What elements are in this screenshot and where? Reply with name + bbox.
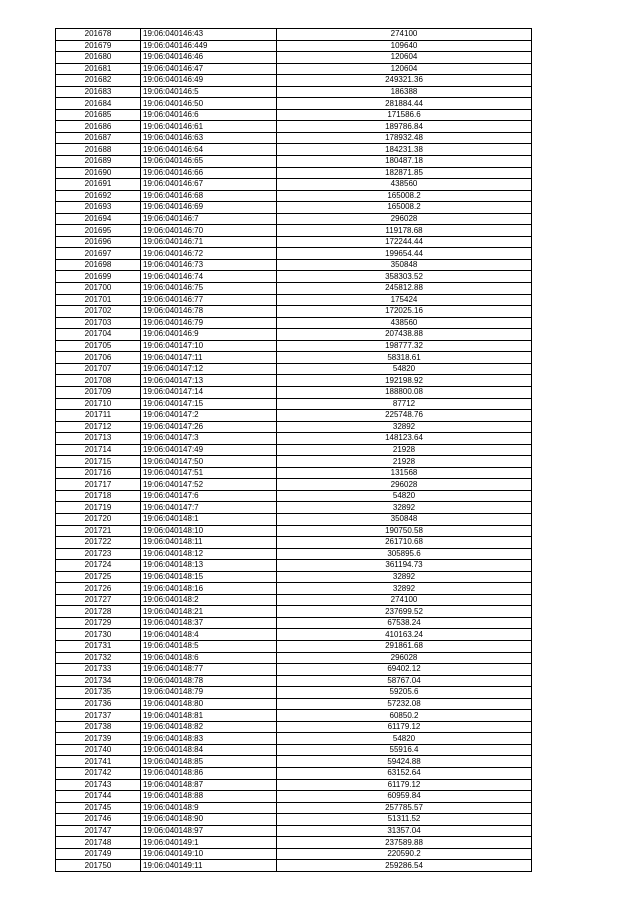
table-row (56, 236, 532, 248)
value-cell: 189786.84 (277, 121, 532, 133)
value-cell: 57232.08 (277, 698, 532, 710)
value-cell: 438560 (277, 317, 532, 329)
row-number-cell: 201700 (56, 283, 141, 295)
row-number-cell: 201729 (56, 617, 141, 629)
value-cell: 291861.68 (277, 640, 532, 652)
row-number-cell: 201748 (56, 837, 141, 849)
row-number-cell: 201702 (56, 306, 141, 318)
table-row (56, 421, 532, 433)
cadastral-number-cell: 19:06:040146:73 (141, 259, 277, 271)
table-row (56, 825, 532, 837)
row-number-cell: 201715 (56, 456, 141, 468)
table-body (56, 29, 532, 872)
row-number-cell: 201687 (56, 132, 141, 144)
value-cell: 31357.04 (277, 825, 532, 837)
row-number-cell: 201697 (56, 248, 141, 260)
value-cell: 190750.58 (277, 525, 532, 537)
row-number-cell: 201732 (56, 652, 141, 664)
row-number-cell: 201731 (56, 640, 141, 652)
row-number-cell: 201727 (56, 594, 141, 606)
table-row (56, 167, 532, 179)
value-cell: 32892 (277, 502, 532, 514)
cadastral-number-cell: 19:06:040147:50 (141, 456, 277, 468)
value-cell: 51311.52 (277, 814, 532, 826)
cadastral-number-cell: 19:06:040147:14 (141, 386, 277, 398)
cadastral-number-cell: 19:06:040148:90 (141, 814, 277, 826)
table-row (56, 410, 532, 422)
row-number-cell: 201678 (56, 29, 141, 41)
value-cell: 259286.54 (277, 860, 532, 872)
table-row (56, 398, 532, 410)
value-cell: 165008.2 (277, 202, 532, 214)
table-row (56, 386, 532, 398)
value-cell: 274100 (277, 29, 532, 41)
table-row (56, 525, 532, 537)
cadastral-number-cell: 19:06:040147:12 (141, 363, 277, 375)
cadastral-number-cell: 19:06:040147:6 (141, 490, 277, 502)
cadastral-number-cell: 19:06:040146:50 (141, 98, 277, 110)
table-row (56, 444, 532, 456)
row-number-cell: 201680 (56, 52, 141, 64)
table-row (56, 744, 532, 756)
row-number-cell: 201739 (56, 733, 141, 745)
table-row (56, 29, 532, 41)
value-cell: 178932.48 (277, 132, 532, 144)
row-number-cell: 201685 (56, 109, 141, 121)
row-number-cell: 201683 (56, 86, 141, 98)
cadastral-number-cell: 19:06:040147:7 (141, 502, 277, 514)
value-cell: 207438.88 (277, 329, 532, 341)
row-number-cell: 201744 (56, 791, 141, 803)
value-cell: 249321.36 (277, 75, 532, 87)
value-cell: 237589.88 (277, 837, 532, 849)
table-row (56, 456, 532, 468)
value-cell: 305895.6 (277, 548, 532, 560)
table-row (56, 202, 532, 214)
cadastral-number-cell: 19:06:040148:86 (141, 768, 277, 780)
row-number-cell: 201733 (56, 664, 141, 676)
table-row (56, 294, 532, 306)
cadastral-number-cell: 19:06:040146:72 (141, 248, 277, 260)
cadastral-number-cell: 19:06:040148:97 (141, 825, 277, 837)
value-cell: 220590.2 (277, 848, 532, 860)
value-cell: 237699.52 (277, 606, 532, 618)
row-number-cell: 201738 (56, 721, 141, 733)
row-number-cell: 201692 (56, 190, 141, 202)
value-cell: 67538.24 (277, 617, 532, 629)
value-cell: 410163.24 (277, 629, 532, 641)
cadastral-number-cell: 19:06:040148:83 (141, 733, 277, 745)
table-row (56, 802, 532, 814)
value-cell: 296028 (277, 479, 532, 491)
row-number-cell: 201742 (56, 768, 141, 780)
value-cell: 171586.6 (277, 109, 532, 121)
table-row (56, 768, 532, 780)
table-row (56, 652, 532, 664)
cadastral-number-cell: 19:06:040148:9 (141, 802, 277, 814)
table-row (56, 317, 532, 329)
row-number-cell: 201714 (56, 444, 141, 456)
value-cell: 188800.08 (277, 386, 532, 398)
value-cell: 245812.88 (277, 283, 532, 295)
value-cell: 296028 (277, 652, 532, 664)
value-cell: 296028 (277, 213, 532, 225)
cadastral-number-cell: 19:06:040148:87 (141, 779, 277, 791)
row-number-cell: 201743 (56, 779, 141, 791)
value-cell: 257785.57 (277, 802, 532, 814)
table-row (56, 144, 532, 156)
cadastral-number-cell: 19:06:040146:74 (141, 271, 277, 283)
value-cell: 61179.12 (277, 721, 532, 733)
cadastral-number-cell: 19:06:040147:15 (141, 398, 277, 410)
cadastral-number-cell: 19:06:040147:10 (141, 340, 277, 352)
table-row (56, 560, 532, 572)
table-row (56, 698, 532, 710)
value-cell: 32892 (277, 571, 532, 583)
cadastral-number-cell: 19:06:040146:68 (141, 190, 277, 202)
table-row (56, 98, 532, 110)
value-cell: 172244.44 (277, 236, 532, 248)
value-cell: 192198.92 (277, 375, 532, 387)
row-number-cell: 201747 (56, 825, 141, 837)
cadastral-number-cell: 19:06:040149:11 (141, 860, 277, 872)
cadastral-number-cell: 19:06:040148:85 (141, 756, 277, 768)
cadastral-number-cell: 19:06:040146:47 (141, 63, 277, 75)
cadastral-number-cell: 19:06:040146:75 (141, 283, 277, 295)
cadastral-number-cell: 19:06:040146:46 (141, 52, 277, 64)
table-row (56, 340, 532, 352)
value-cell: 184231.38 (277, 144, 532, 156)
value-cell: 199654.44 (277, 248, 532, 260)
cadastral-number-cell: 19:06:040148:1 (141, 513, 277, 525)
value-cell: 261710.68 (277, 537, 532, 549)
value-cell: 180487.18 (277, 156, 532, 168)
value-cell: 175424 (277, 294, 532, 306)
row-number-cell: 201701 (56, 294, 141, 306)
table-row (56, 271, 532, 283)
table-row (56, 687, 532, 699)
value-cell: 438560 (277, 179, 532, 191)
table-row (56, 779, 532, 791)
cadastral-number-cell: 19:06:040148:78 (141, 675, 277, 687)
cadastral-number-cell: 19:06:040148:12 (141, 548, 277, 560)
cadastral-number-cell: 19:06:040148:88 (141, 791, 277, 803)
cadastral-number-cell: 19:06:040146:7 (141, 213, 277, 225)
value-cell: 21928 (277, 444, 532, 456)
row-number-cell: 201682 (56, 75, 141, 87)
row-number-cell: 201688 (56, 144, 141, 156)
row-number-cell: 201723 (56, 548, 141, 560)
row-number-cell: 201728 (56, 606, 141, 618)
document-page (55, 28, 531, 872)
table-row (56, 791, 532, 803)
table-row (56, 306, 532, 318)
table-row (56, 710, 532, 722)
cadastral-number-cell: 19:06:040146:449 (141, 40, 277, 52)
row-number-cell: 201717 (56, 479, 141, 491)
value-cell: 54820 (277, 363, 532, 375)
value-cell: 58767.04 (277, 675, 532, 687)
table-row (56, 132, 532, 144)
table-row (56, 433, 532, 445)
table-row (56, 40, 532, 52)
row-number-cell: 201734 (56, 675, 141, 687)
cadastral-number-cell: 19:06:040146:77 (141, 294, 277, 306)
table-row (56, 490, 532, 502)
table-row (56, 479, 532, 491)
cadastral-number-cell: 19:06:040148:79 (141, 687, 277, 699)
cadastral-number-cell: 19:06:040149:1 (141, 837, 277, 849)
value-cell: 60850.2 (277, 710, 532, 722)
row-number-cell: 201699 (56, 271, 141, 283)
table-row (56, 814, 532, 826)
cadastral-number-cell: 19:06:040147:49 (141, 444, 277, 456)
cadastral-number-cell: 19:06:040148:4 (141, 629, 277, 641)
cadastral-value-table (55, 28, 532, 872)
value-cell: 109640 (277, 40, 532, 52)
row-number-cell: 201726 (56, 583, 141, 595)
value-cell: 55916.4 (277, 744, 532, 756)
value-cell: 61179.12 (277, 779, 532, 791)
table-row (56, 190, 532, 202)
table-row (56, 179, 532, 191)
value-cell: 119178.68 (277, 225, 532, 237)
cadastral-number-cell: 19:06:040146:69 (141, 202, 277, 214)
row-number-cell: 201746 (56, 814, 141, 826)
cadastral-number-cell: 19:06:040147:52 (141, 479, 277, 491)
table-row (56, 617, 532, 629)
cadastral-number-cell: 19:06:040148:21 (141, 606, 277, 618)
row-number-cell: 201724 (56, 560, 141, 572)
row-number-cell: 201741 (56, 756, 141, 768)
row-number-cell: 201694 (56, 213, 141, 225)
table-row (56, 75, 532, 87)
cadastral-number-cell: 19:06:040148:16 (141, 583, 277, 595)
cadastral-number-cell: 19:06:040148:37 (141, 617, 277, 629)
value-cell: 165008.2 (277, 190, 532, 202)
value-cell: 60959.84 (277, 791, 532, 803)
cadastral-number-cell: 19:06:040146:79 (141, 317, 277, 329)
table-row (56, 213, 532, 225)
value-cell: 361194.73 (277, 560, 532, 572)
row-number-cell: 201696 (56, 236, 141, 248)
value-cell: 131568 (277, 467, 532, 479)
row-number-cell: 201684 (56, 98, 141, 110)
row-number-cell: 201707 (56, 363, 141, 375)
value-cell: 59205.6 (277, 687, 532, 699)
value-cell: 69402.12 (277, 664, 532, 676)
table-row (56, 756, 532, 768)
table-row (56, 664, 532, 676)
row-number-cell: 201706 (56, 352, 141, 364)
value-cell: 281884.44 (277, 98, 532, 110)
row-number-cell: 201703 (56, 317, 141, 329)
cadastral-number-cell: 19:06:040148:84 (141, 744, 277, 756)
table-row (56, 537, 532, 549)
cadastral-number-cell: 19:06:040148:2 (141, 594, 277, 606)
row-number-cell: 201730 (56, 629, 141, 641)
cadastral-number-cell: 19:06:040147:3 (141, 433, 277, 445)
value-cell: 198777.32 (277, 340, 532, 352)
value-cell: 54820 (277, 733, 532, 745)
cadastral-number-cell: 19:06:040148:6 (141, 652, 277, 664)
cadastral-number-cell: 19:06:040148:15 (141, 571, 277, 583)
row-number-cell: 201749 (56, 848, 141, 860)
row-number-cell: 201711 (56, 410, 141, 422)
cadastral-number-cell: 19:06:040147:26 (141, 421, 277, 433)
row-number-cell: 201740 (56, 744, 141, 756)
table-row (56, 375, 532, 387)
row-number-cell: 201708 (56, 375, 141, 387)
row-number-cell: 201722 (56, 537, 141, 549)
value-cell: 32892 (277, 421, 532, 433)
value-cell: 350848 (277, 259, 532, 271)
cadastral-number-cell: 19:06:040148:11 (141, 537, 277, 549)
table-row (56, 352, 532, 364)
table-row (56, 329, 532, 341)
table-row (56, 721, 532, 733)
row-number-cell: 201736 (56, 698, 141, 710)
cadastral-number-cell: 19:06:040147:51 (141, 467, 277, 479)
cadastral-number-cell: 19:06:040148:80 (141, 698, 277, 710)
value-cell: 120604 (277, 52, 532, 64)
cadastral-number-cell: 19:06:040146:78 (141, 306, 277, 318)
cadastral-number-cell: 19:06:040146:64 (141, 144, 277, 156)
value-cell: 274100 (277, 594, 532, 606)
cadastral-number-cell: 19:06:040149:10 (141, 848, 277, 860)
row-number-cell: 201750 (56, 860, 141, 872)
row-number-cell: 201681 (56, 63, 141, 75)
cadastral-number-cell: 19:06:040148:13 (141, 560, 277, 572)
row-number-cell: 201716 (56, 467, 141, 479)
cadastral-number-cell: 19:06:040147:2 (141, 410, 277, 422)
cadastral-number-cell: 19:06:040148:10 (141, 525, 277, 537)
cadastral-number-cell: 19:06:040148:82 (141, 721, 277, 733)
value-cell: 58318.61 (277, 352, 532, 364)
cadastral-number-cell: 19:06:040146:63 (141, 132, 277, 144)
value-cell: 120604 (277, 63, 532, 75)
row-number-cell: 201718 (56, 490, 141, 502)
table-row (56, 675, 532, 687)
cadastral-number-cell: 19:06:040146:43 (141, 29, 277, 41)
cadastral-number-cell: 19:06:040147:13 (141, 375, 277, 387)
row-number-cell: 201686 (56, 121, 141, 133)
table-row (56, 571, 532, 583)
value-cell: 186388 (277, 86, 532, 98)
table-row (56, 259, 532, 271)
row-number-cell: 201735 (56, 687, 141, 699)
cadastral-number-cell: 19:06:040146:5 (141, 86, 277, 98)
row-number-cell: 201695 (56, 225, 141, 237)
row-number-cell: 201712 (56, 421, 141, 433)
cadastral-number-cell: 19:06:040148:5 (141, 640, 277, 652)
value-cell: 350848 (277, 513, 532, 525)
table-row (56, 109, 532, 121)
cadastral-number-cell: 19:06:040147:11 (141, 352, 277, 364)
table-row (56, 848, 532, 860)
table-row (56, 467, 532, 479)
cadastral-number-cell: 19:06:040148:77 (141, 664, 277, 676)
row-number-cell: 201679 (56, 40, 141, 52)
table-row (56, 283, 532, 295)
cadastral-number-cell: 19:06:040146:65 (141, 156, 277, 168)
value-cell: 225748.76 (277, 410, 532, 422)
cadastral-number-cell: 19:06:040146:66 (141, 167, 277, 179)
cadastral-number-cell: 19:06:040148:81 (141, 710, 277, 722)
row-number-cell: 201737 (56, 710, 141, 722)
row-number-cell: 201709 (56, 386, 141, 398)
table-row (56, 640, 532, 652)
cadastral-number-cell: 19:06:040146:71 (141, 236, 277, 248)
table-row (56, 363, 532, 375)
cadastral-number-cell: 19:06:040146:9 (141, 329, 277, 341)
table-row (56, 121, 532, 133)
value-cell: 59424.88 (277, 756, 532, 768)
value-cell: 32892 (277, 583, 532, 595)
row-number-cell: 201745 (56, 802, 141, 814)
row-number-cell: 201705 (56, 340, 141, 352)
cadastral-number-cell: 19:06:040146:70 (141, 225, 277, 237)
table-row (56, 513, 532, 525)
row-number-cell: 201690 (56, 167, 141, 179)
value-cell: 182871.85 (277, 167, 532, 179)
table-row (56, 52, 532, 64)
row-number-cell: 201721 (56, 525, 141, 537)
row-number-cell: 201719 (56, 502, 141, 514)
cadastral-number-cell: 19:06:040146:6 (141, 109, 277, 121)
row-number-cell: 201720 (56, 513, 141, 525)
cadastral-number-cell: 19:06:040146:67 (141, 179, 277, 191)
table-row (56, 248, 532, 260)
value-cell: 358303.52 (277, 271, 532, 283)
row-number-cell: 201693 (56, 202, 141, 214)
table-row (56, 837, 532, 849)
table-row (56, 860, 532, 872)
table-row (56, 225, 532, 237)
row-number-cell: 201710 (56, 398, 141, 410)
row-number-cell: 201725 (56, 571, 141, 583)
table-row (56, 156, 532, 168)
value-cell: 21928 (277, 456, 532, 468)
cadastral-number-cell: 19:06:040146:61 (141, 121, 277, 133)
row-number-cell: 201698 (56, 259, 141, 271)
row-number-cell: 201713 (56, 433, 141, 445)
table-row (56, 594, 532, 606)
row-number-cell: 201691 (56, 179, 141, 191)
row-number-cell: 201704 (56, 329, 141, 341)
table-row (56, 548, 532, 560)
value-cell: 148123.64 (277, 433, 532, 445)
table-row (56, 63, 532, 75)
value-cell: 172025.16 (277, 306, 532, 318)
table-row (56, 583, 532, 595)
table-row (56, 606, 532, 618)
row-number-cell: 201689 (56, 156, 141, 168)
value-cell: 63152.64 (277, 768, 532, 780)
table-row (56, 86, 532, 98)
table-row (56, 502, 532, 514)
value-cell: 54820 (277, 490, 532, 502)
table-row (56, 733, 532, 745)
value-cell: 87712 (277, 398, 532, 410)
cadastral-number-cell: 19:06:040146:49 (141, 75, 277, 87)
table-row (56, 629, 532, 641)
